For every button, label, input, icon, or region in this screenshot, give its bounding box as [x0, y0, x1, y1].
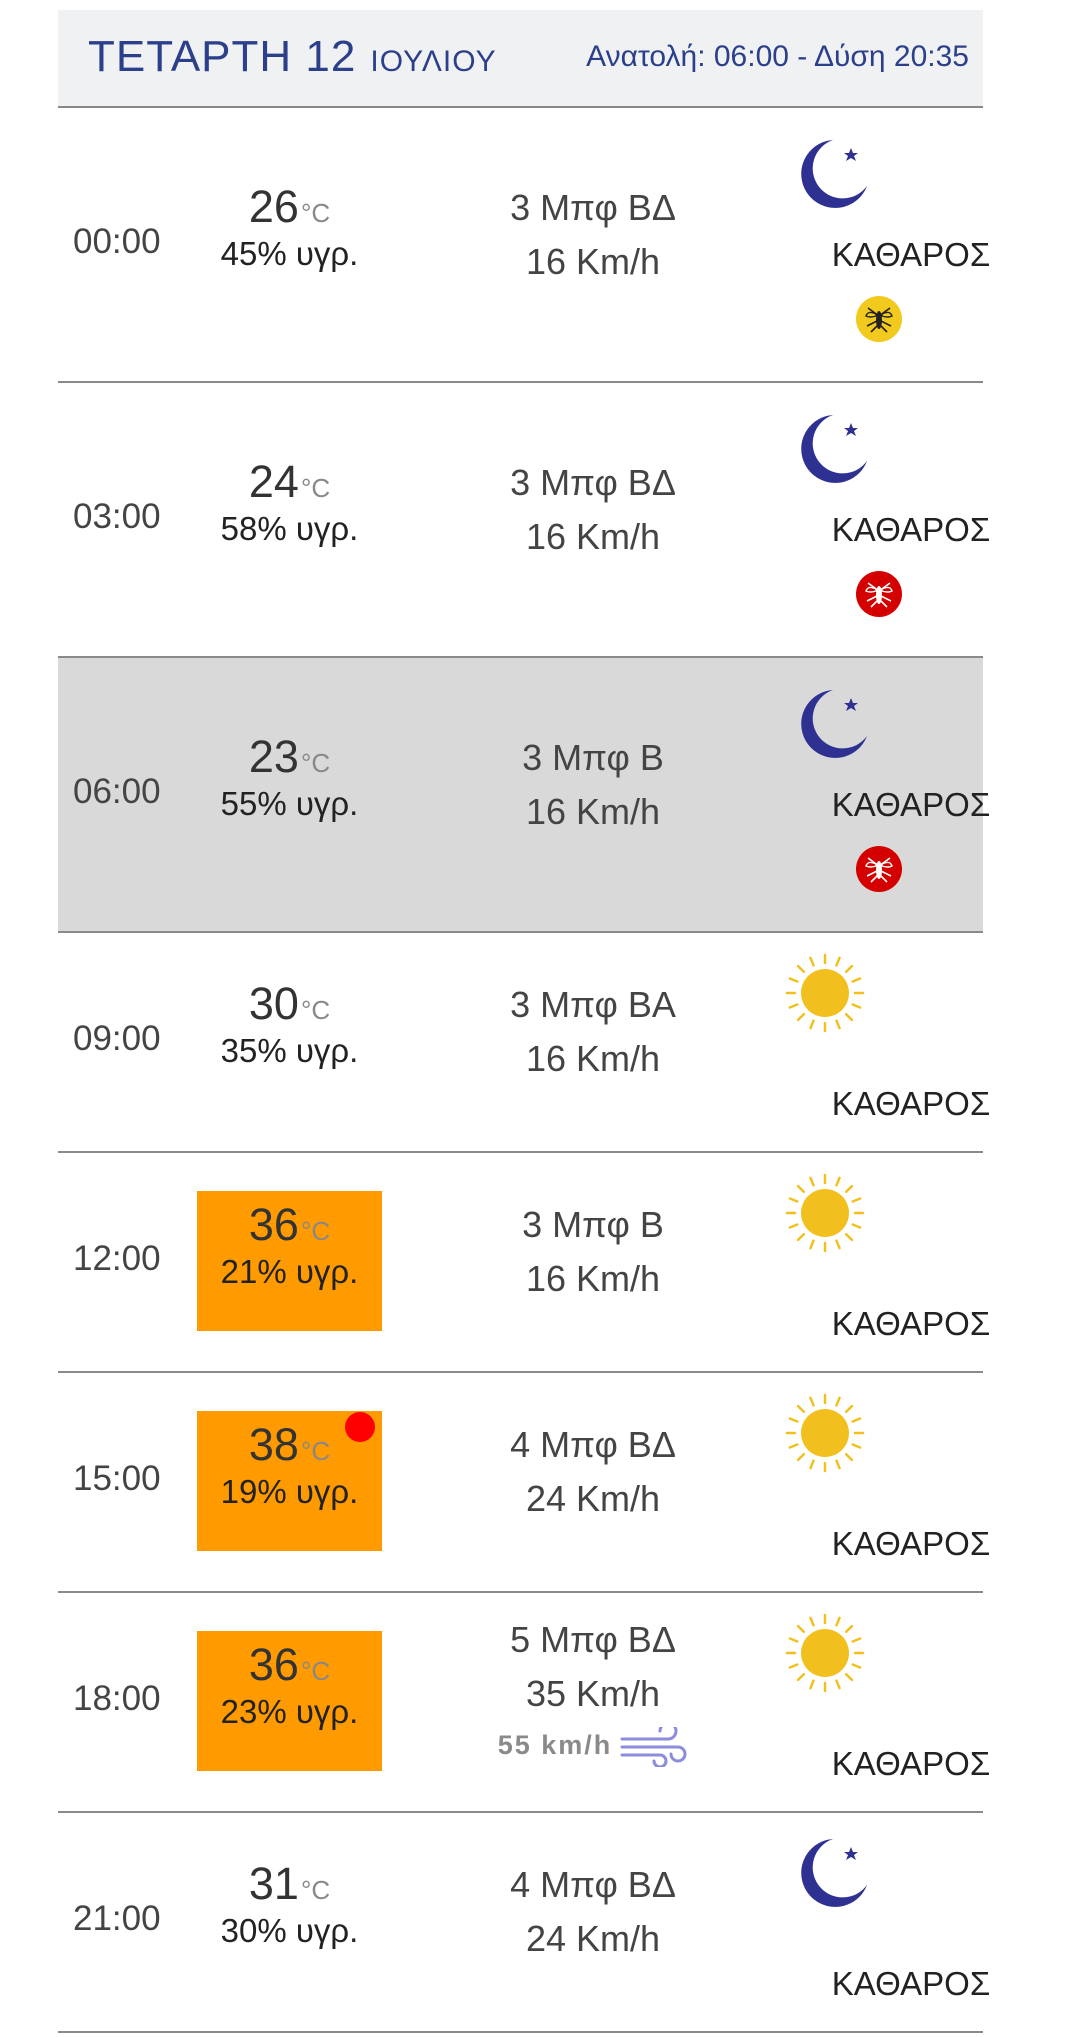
humidity: 30% υγρ.: [220, 1912, 359, 1949]
moon-icon: [793, 134, 873, 219]
wind-speed: 16 Km/h: [525, 515, 661, 557]
sun-icon: [785, 1393, 865, 1478]
wind-info: [418, 181, 768, 289]
sun-icon: [785, 953, 865, 1033]
temp-unit: °C: [300, 1875, 331, 1905]
wind-beaufort: 3 Μπφ Β: [522, 1204, 664, 1245]
wind-info: [418, 731, 768, 839]
humidity: 55% υγρ.: [220, 784, 359, 822]
temperature-box: [197, 181, 382, 273]
sun-icon: [785, 953, 865, 1038]
row-time: 21:00: [73, 1899, 161, 1938]
moon-icon: [793, 684, 873, 769]
day-header: [58, 10, 983, 108]
humidity: 45% υγρ.: [220, 234, 359, 272]
forecast-row: [58, 1153, 991, 1373]
wind-info: [418, 456, 768, 564]
temp-unit: °C: [300, 1656, 331, 1686]
temperature-box: [197, 978, 382, 1070]
mosquito-icon: [856, 296, 902, 342]
moon-icon: [793, 1833, 873, 1913]
sun-icon: [785, 1613, 865, 1698]
temperature-box: [197, 731, 382, 823]
humidity: 35% υγρ.: [220, 1032, 359, 1069]
humidity: 21% υγρ.: [220, 1253, 359, 1290]
temperature-box: [197, 1631, 382, 1771]
humidity: 19% υγρ.: [220, 1473, 359, 1510]
row-time: 00:00: [73, 221, 161, 261]
wind-speed: 16 Km/h: [525, 1038, 661, 1079]
moon-icon: [793, 409, 873, 489]
forecast-rows: [58, 108, 991, 2033]
temperature: 30°C: [248, 978, 331, 1029]
wind-info: [418, 1198, 768, 1306]
wind-beaufort: 4 Μπφ ΒΔ: [510, 1864, 676, 1905]
row-time: 18:00: [73, 1679, 161, 1718]
temperature: 31°C: [248, 1858, 331, 1909]
humidity: 58% υγρ.: [220, 509, 359, 547]
wind-gust: 55 km/h: [418, 1727, 768, 1767]
mosquito-badge: [856, 296, 902, 342]
row-time: 09:00: [73, 1019, 161, 1058]
condition-label: ΚΑΘΑΡΟΣ: [831, 1085, 991, 1122]
row-time: 06:00: [73, 771, 161, 811]
mosquito-icon: [856, 846, 902, 892]
wind-beaufort: 4 Μπφ ΒΔ: [510, 1424, 676, 1465]
temp-unit: °C: [300, 995, 331, 1025]
wind-beaufort: 5 Μπφ ΒΔ: [510, 1619, 676, 1660]
condition-label: ΚΑΘΑΡΟΣ: [831, 1745, 991, 1782]
wind-speed: 24 Km/h: [525, 1918, 661, 1959]
wind-speed: 16 Km/h: [525, 790, 661, 832]
condition-label: ΚΑΘΑΡΟΣ: [831, 786, 991, 823]
temperature-box: [197, 1858, 382, 1950]
condition-label: ΚΑΘΑΡΟΣ: [831, 236, 991, 273]
temperature: 26°C: [248, 180, 331, 232]
wind-beaufort: 3 Μπφ ΒΔ: [510, 461, 676, 503]
mosquito-icon: [856, 571, 902, 617]
condition-label: ΚΑΘΑΡΟΣ: [831, 1965, 991, 2002]
moon-icon: [793, 134, 873, 214]
wind-speed: 16 Km/h: [525, 1258, 661, 1299]
condition-label: ΚΑΘΑΡΟΣ: [831, 511, 991, 548]
condition-label: ΚΑΘΑΡΟΣ: [831, 1305, 991, 1342]
temp-unit: °C: [300, 1436, 331, 1466]
wind-gust-icon: [620, 1727, 688, 1767]
mosquito-badge: [856, 571, 902, 617]
forecast-table: [58, 10, 991, 2033]
sun-icon: [785, 1173, 865, 1253]
temperature: 23°C: [248, 730, 331, 782]
forecast-row: [58, 933, 991, 1153]
wind-beaufort: 3 Μπφ ΒΔ: [510, 186, 676, 228]
sunrise-sunset: Ανατολή: 06:00 - Δύση 20:35: [586, 40, 969, 73]
wind-info: [418, 1858, 768, 1966]
temp-unit: °C: [300, 1216, 331, 1246]
forecast-row: [58, 658, 991, 933]
moon-icon: [793, 409, 873, 494]
temperature: 36°C: [248, 1199, 331, 1250]
sun-icon: [785, 1393, 865, 1473]
temperature-box: [197, 1191, 382, 1331]
wind-info: [418, 1418, 768, 1526]
row-time: 12:00: [73, 1239, 161, 1278]
wind-info: [418, 1613, 768, 1767]
temperature: 36°C: [248, 1639, 331, 1690]
wind-speed: 35 Km/h: [525, 1673, 661, 1714]
condition-label: ΚΑΘΑΡΟΣ: [831, 1525, 991, 1562]
wind-beaufort: 3 Μπφ Β: [522, 736, 664, 778]
temperature-box: [197, 456, 382, 548]
day-title: ΤΕΤΑΡΤΗ 12 ΙΟΥΛΙΟΥ: [88, 32, 497, 81]
temperature: 24°C: [248, 455, 331, 507]
mosquito-badge: [856, 846, 902, 892]
sun-icon: [785, 1173, 865, 1258]
forecast-row: [58, 1813, 991, 2033]
wind-info: [418, 978, 768, 1086]
temp-unit: °C: [300, 472, 331, 503]
temp-unit: °C: [300, 747, 331, 778]
temp-unit: °C: [300, 197, 331, 228]
forecast-row: [58, 1373, 991, 1593]
wind-speed: 24 Km/h: [525, 1478, 661, 1519]
humidity: 23% υγρ.: [220, 1693, 359, 1730]
row-time: 15:00: [73, 1459, 161, 1498]
wind-speed: 16 Km/h: [525, 240, 661, 282]
forecast-row: [58, 383, 991, 658]
wind-beaufort: 3 Μπφ ΒΑ: [510, 984, 676, 1025]
moon-icon: [793, 684, 873, 764]
month-label: ΙΟΥΛΙΟΥ: [370, 45, 497, 78]
forecast-row: [58, 108, 991, 383]
row-time: 03:00: [73, 496, 161, 536]
sun-icon: [785, 1613, 865, 1693]
forecast-row: [58, 1593, 991, 1813]
heat-alert-dot: [345, 1412, 375, 1442]
temperature: 38°C: [248, 1419, 331, 1470]
moon-icon: [793, 1833, 873, 1918]
